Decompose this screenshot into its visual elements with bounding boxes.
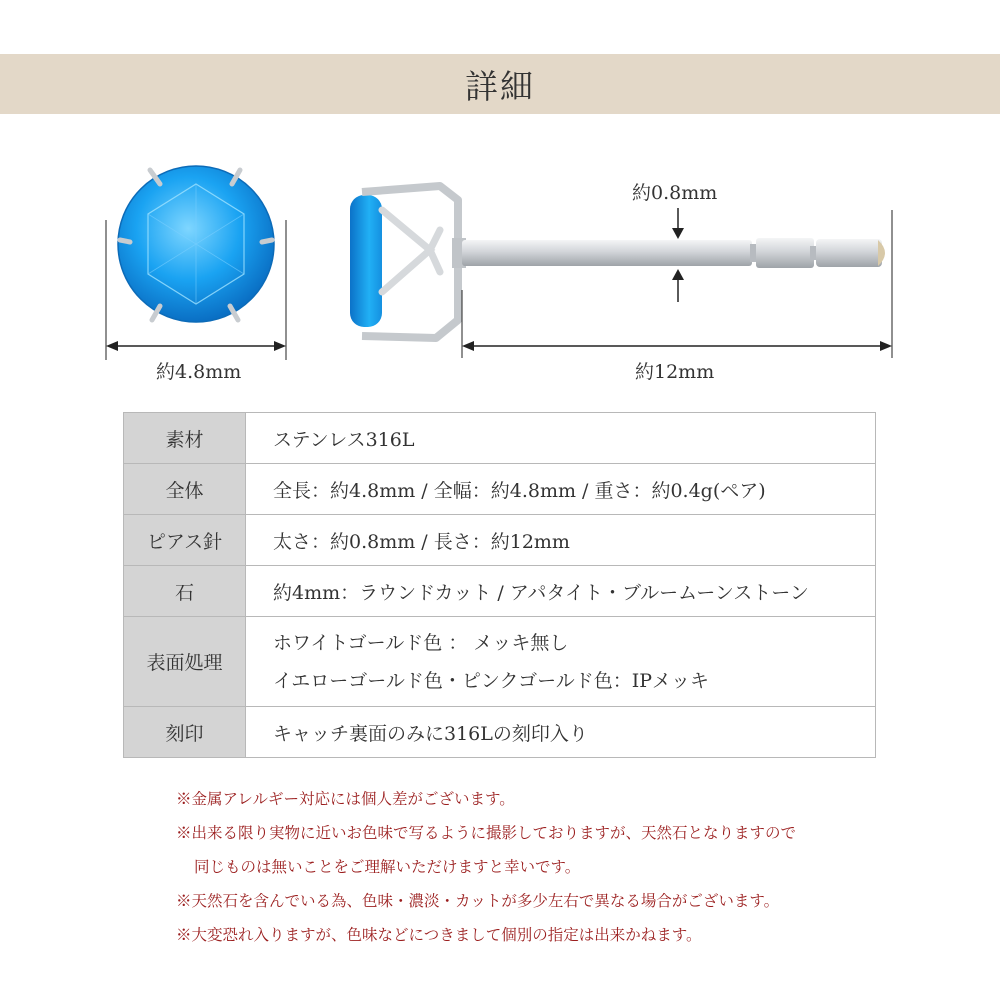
note-color-photo: ※出来る限り実物に近いお色味で写るように撮影しておりますが、天然石となりますので [176,824,797,842]
spec-label: 石 [124,566,246,617]
note-color-photo-continued: 同じものは無いことをご理解いただけますと幸いです。 [194,858,581,876]
earring-diagram [0,140,1000,400]
note-no-selection: ※大変恐れ入りますが、色味などにつきまして個別の指定は出来かねます。 [176,926,702,944]
spec-row-material [124,413,876,464]
earring-pin [462,238,885,268]
spec-row-pin [124,515,876,566]
spec-value: ホワイトゴールド色 ： メッキ無し イエローゴールド色・ピンクゴールド色：IPメッキ [246,617,876,707]
note-allergy: ※金属アレルギー対応には個人差がございます。 [176,790,515,808]
spec-row-finish [124,617,876,707]
spec-value: 全長：約4.8mm / 全幅：約4.8mm / 重さ：約0.4g(ペア) [246,464,876,515]
spec-label: 素材 [124,413,246,464]
stone-top-view [118,166,274,322]
spec-label: 表面処理 [124,617,246,707]
spec-label: ピアス針 [124,515,246,566]
spec-table [123,412,876,758]
spec-row-stone [124,566,876,617]
spec-value: 太さ：約0.8mm / 長さ：約12mm [246,515,876,566]
earring-illustration [0,140,1000,400]
width-label: 約4.8mm [156,361,242,383]
header-band [0,54,1000,114]
note-natural-stone: ※天然石を含んでいる為、色味・濃淡・カットが多少左右で異なる場合がございます。 [176,892,780,910]
spec-value: ステンレス316L [246,413,876,464]
spec-label: 刻印 [124,707,246,758]
notes-section [176,786,976,956]
spec-row-overall [124,464,876,515]
page-title: 詳細 [465,66,535,106]
pin-length-label: 約12mm [635,361,715,383]
spec-label: 全体 [124,464,246,515]
pin-thickness-label: 約0.8mm [632,182,718,204]
spec-row-engraving [124,707,876,758]
spec-value: 約4mm：ラウンドカット / アパタイト・ブルームーンストーン [246,566,876,617]
spec-value: キャッチ裏面のみに316Lの刻印入り [246,707,876,758]
stone-side-view [350,186,466,338]
